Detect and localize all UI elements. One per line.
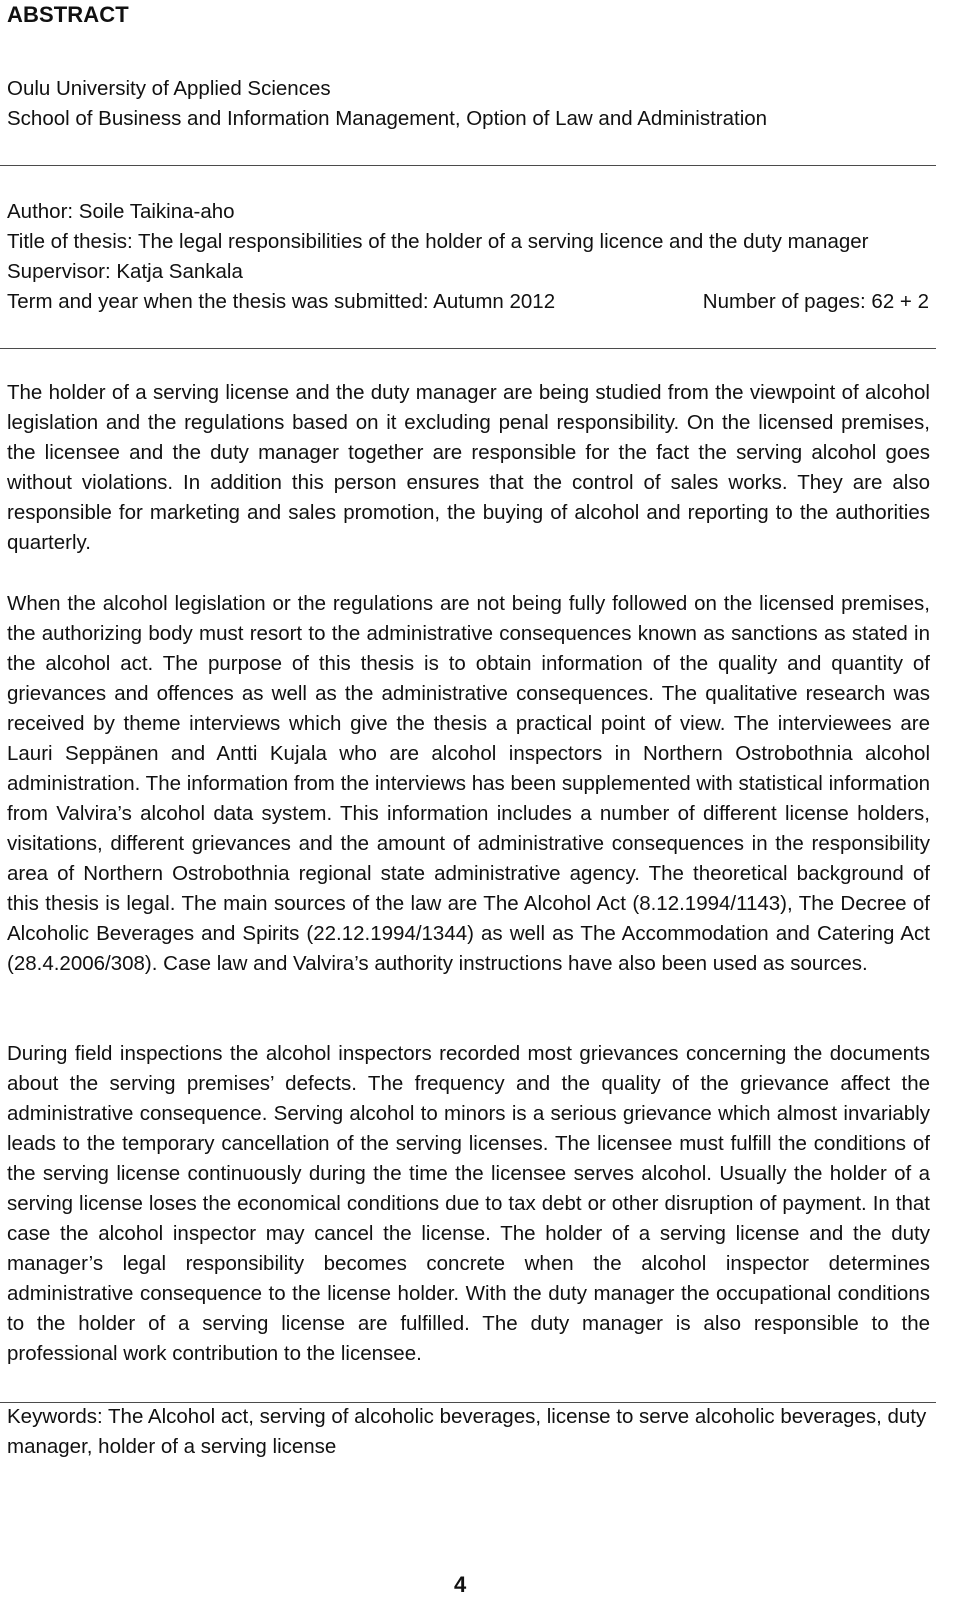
abstract-paragraph: During field inspections the alcohol inspectors recorded most grievances concerning the documents about the serving premises’ defects. The frequency and the quality of the grievance affect the administrative consequence. Serving alcohol to minors is a serious grievance which almost invariably leads to the temporary cancellation of the serving licenses. The licensee must fulfill the conditions of the serving license continuously during the time the licensee serves alcohol. Usually the holder of a serving license loses the economical conditions due to tax debt or other disruption of payment. In that case the alcohol inspector may cancel the license. The holder of a serving license and the duty manager’s legal responsibility becomes concrete when the alcohol inspector determines administrative consequence to the license holder. With the duty manager the occupational conditions to the holder of a serving license are fulfilled. The duty manager is also responsible to the professional work contribution to the licensee. (7, 1042, 930, 1365)
thesis-metadata (7, 197, 935, 317)
supervisor-line: Supervisor: Katja Sankala (7, 260, 243, 283)
page-heading: ABSTRACT (7, 2, 129, 27)
author-line: Author: Soile Taikina-aho (7, 200, 235, 223)
submission-term: Term and year when the thesis was submitted: Autumn 2012 (7, 290, 556, 313)
abstract-paragraph: When the alcohol legislation or the regulations are not being fully followed on the licensed premises, the authorizing body must resort to the administrative consequences known as sanctions as stated in the alcohol act. The purpose of this thesis is to obtain information of the quality and quantity of grievances and offences as well as the administrative consequences. The qualitative research was received by theme interviews which give the thesis a practical point of view. The interviewees are Lauri Seppänen and Antti Kujala who are alcohol inspectors in Northern Ostrobothnia alcohol administration. The information from the interviews has been supplemented with statistical information from Valvira’s alcohol data system. This information includes a number of different license holders, visitations, different grievances and the amount of administrative consequences in the responsibility area of Northern Ostrobothnia regional state administrative agency. The theoretical background of this thesis is legal. The main sources of the law are The Alcohol Act (8.12.1994/1143), The Decree of Alcoholic Beverages and Spirits (22.12.1994/1344) as well as The Accommodation and Catering Act (28.4.2006/308). Case law and Valvira’s authority instructions have also been used as sources. (7, 592, 930, 975)
school-name: School of Business and Information Management, Option of Law and Administration (7, 107, 768, 130)
section-divider-top (0, 165, 936, 166)
page-count: Number of pages: 62 + 2 (702, 290, 929, 313)
page-number: 4 (454, 1572, 467, 1597)
submission-row (7, 287, 929, 317)
section-divider-middle (0, 348, 936, 349)
institution-block (7, 74, 935, 134)
institution-name: Oulu University of Applied Sciences (7, 77, 331, 100)
keywords: Keywords: The Alcohol act, serving of alcoholic beverages, license to serve alcoholic beverages, duty manager, holder of a serving license (7, 1405, 927, 1458)
abstract-paragraph: The holder of a serving license and the duty manager are being studied from the viewpoint of alcohol legislation and the regulations based on it excluding penal responsibility. On the licensed premises, the licensee and the duty manager together are responsible for the fact the serving alcohol goes without violations. In addition this person ensures that the control of sales works. They are also responsible for marketing and sales promotion, the buying of alcohol and reporting to the authorities quarterly. (7, 381, 930, 554)
thesis-title-line: Title of thesis: The legal responsibilities of the holder of a serving licence and the duty manager (7, 230, 869, 253)
